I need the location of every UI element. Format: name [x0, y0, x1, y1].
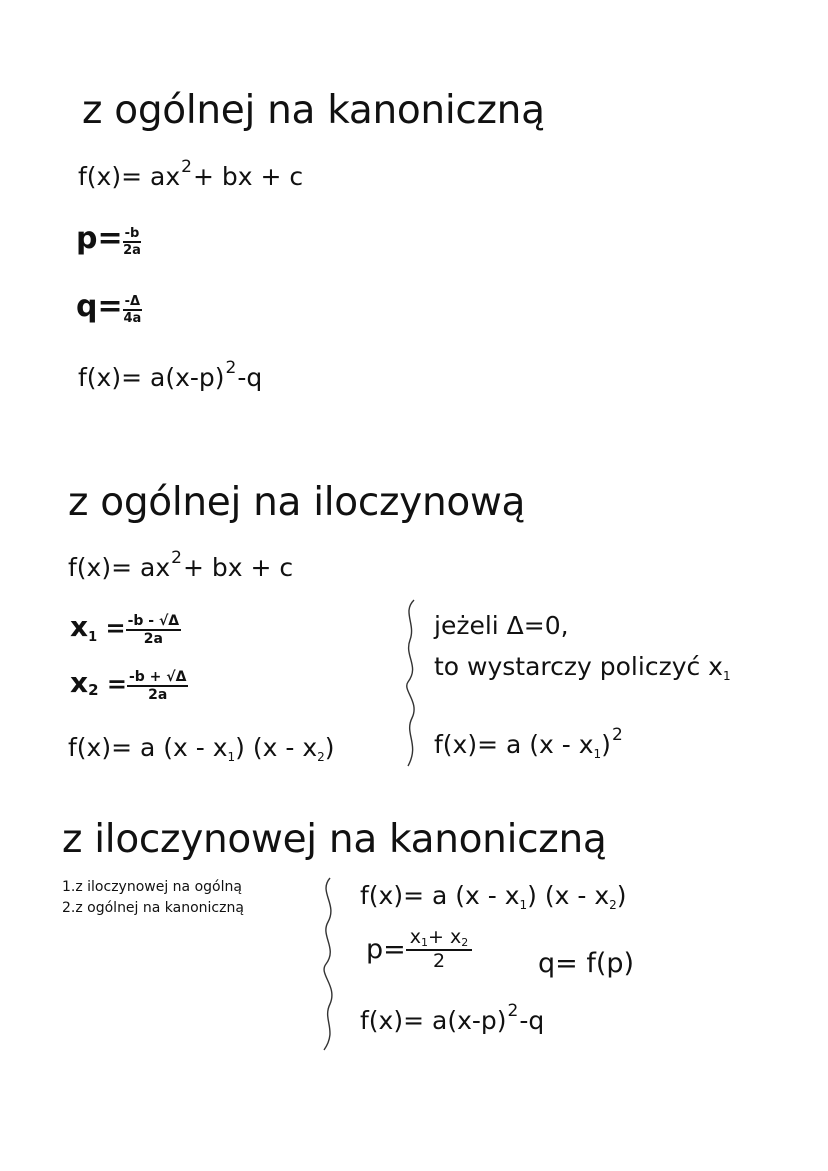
root-x2-formula: x2 = $\frac{-b + √\Delta}{2a}$ — [70, 666, 187, 703]
vertex-q-value-formula: q= f(p) — [538, 948, 635, 979]
general-form-formula: $f(x)= ax^2+$ bx + c — [78, 157, 304, 191]
curly-brace-divider-2 — [316, 876, 346, 1052]
section-title-product-to-canonical: z iloczynowej na kanoniczną — [62, 817, 607, 862]
canonical-form-formula: $f(x)= a(x-p)^2-q$ — [78, 358, 263, 392]
double-root-formula: f(x)= a $(x - x_1)^2$ — [434, 725, 623, 761]
curly-brace-divider-1 — [398, 598, 428, 768]
section-title-general-to-product: z ogólnej na iloczynową — [68, 480, 526, 525]
section-title-general-to-canonical: z ogólnej na kanoniczną — [82, 88, 545, 133]
conversion-steps-list — [62, 877, 244, 919]
product-form-formula: f(x)= a $(x - x_1)$ $(x - x_2)$ — [68, 733, 335, 764]
conversion-step-2: 2.z ogólnej na kanoniczną — [62, 900, 244, 916]
product-form-formula-2: f(x)= a $(x - x_1)$ $(x - x_2)$ — [360, 881, 627, 912]
conversion-step-1: 1.z iloczynowej na ogólną — [62, 879, 242, 895]
general-form-formula-2: $f(x)= ax^2+$ bx + c — [68, 548, 294, 582]
delta-zero-note-continuation: to wystarczy policzyć $x_1$ — [434, 652, 731, 683]
vertex-q-formula: q= $\frac{-\Delta}{4a}$ — [76, 289, 142, 326]
canonical-form-formula-2: $f(x)= a(x-p)^2-q$ — [360, 1001, 545, 1035]
root-x1-formula: $x_1$ = $\frac{-b - √\Delta}{2a}$ — [70, 610, 180, 647]
vertex-p-formula: p= $\frac{-b}{2a}$ — [76, 221, 141, 258]
delta-zero-note: jeżeli Δ=0, — [434, 611, 569, 640]
vertex-p-from-roots-formula: p= $\frac{x1+ x2}{2}$ — [366, 932, 472, 975]
